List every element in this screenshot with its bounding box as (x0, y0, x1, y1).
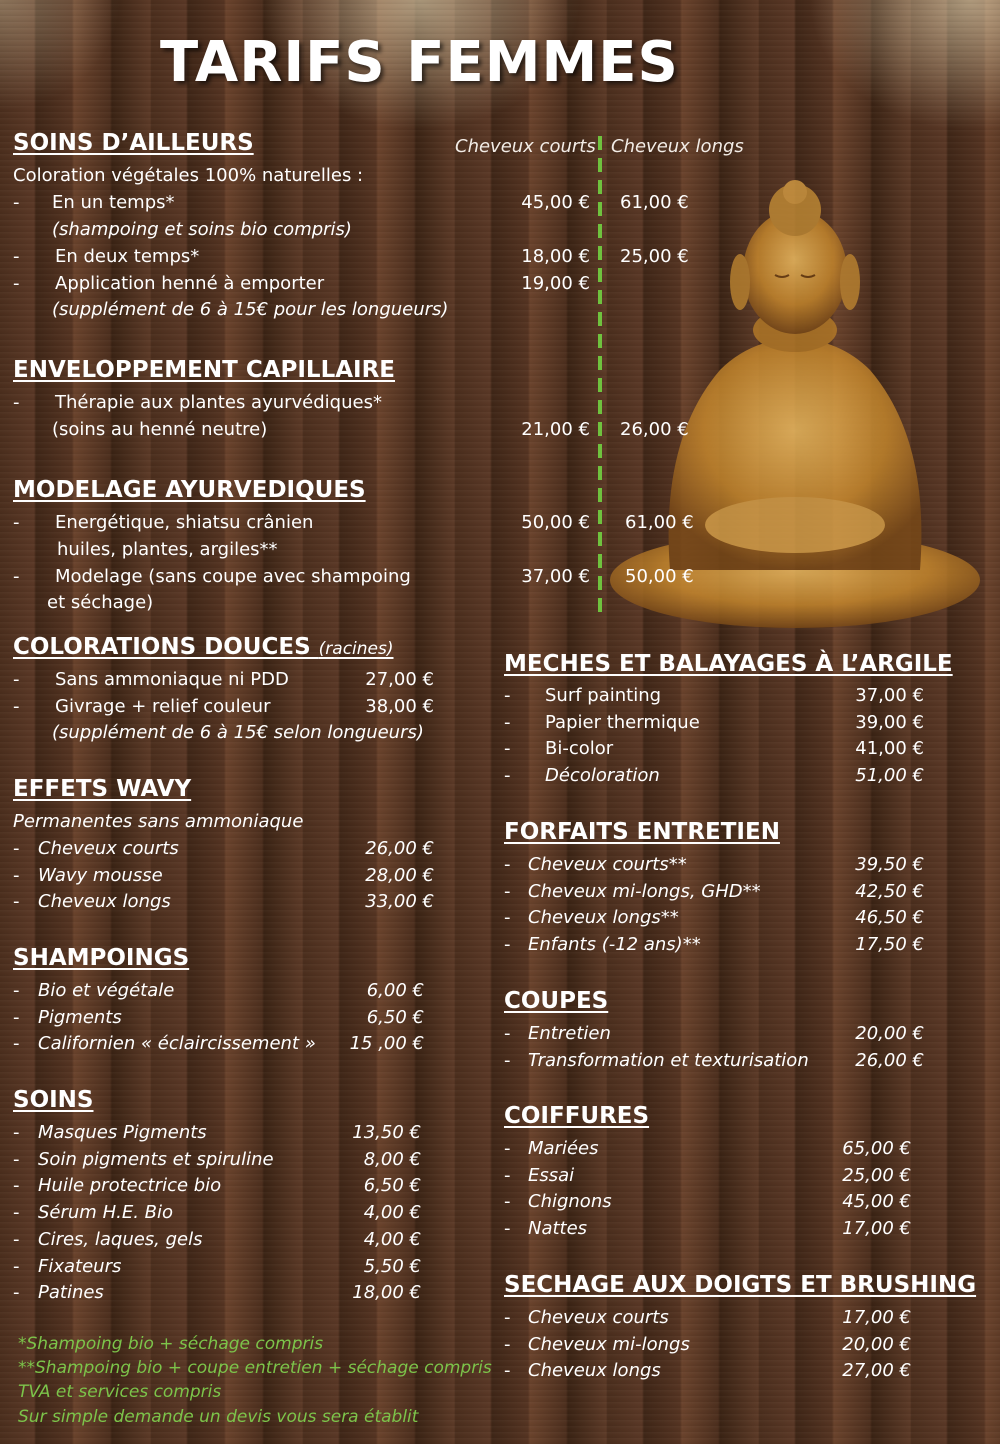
list-dash: - (13, 1229, 20, 1250)
list-dash: - (13, 696, 20, 717)
list-item-price: 15 ,00 € (349, 1033, 424, 1054)
list-dash: - (504, 1360, 511, 1381)
list-item-label: Pigments (38, 1007, 122, 1028)
list-item-label: Thérapie aux plantes ayurvédiques* (55, 392, 382, 413)
list-dash: - (13, 1033, 20, 1054)
list-item-label-cont: et séchage) (47, 592, 154, 613)
list-dash: - (504, 934, 511, 955)
footnote: **Shampoing bio + coupe entretien + séchage compris (18, 1358, 492, 1378)
section-title-sechage: SECHAGE AUX DOIGTS ET BRUSHING (504, 1272, 977, 1298)
list-dash: - (13, 1282, 20, 1303)
list-item-label: Décoloration (545, 765, 660, 786)
list-dash: - (504, 907, 511, 928)
section-intro: Permanentes sans ammoniaque (13, 811, 304, 832)
list-item-price: 38,00 € (365, 696, 434, 717)
list-item-price: 26,00 € (365, 838, 434, 859)
list-item-price: 26,00 € (855, 1050, 924, 1071)
list-dash: - (504, 1138, 511, 1159)
list-item-label: Transformation et texturisation (528, 1050, 809, 1071)
section-intro: Coloration végétales 100% naturelles : (13, 165, 364, 186)
list-item-label: Cheveux courts (38, 838, 179, 859)
price-longs: 50,00 € (625, 566, 694, 587)
list-item-price: 20,00 € (855, 1023, 924, 1044)
section-title-enveloppement: ENVELOPPEMENT CAPILLAIRE (13, 357, 396, 383)
column-header-longs: Cheveux longs (611, 136, 744, 157)
list-item-price: 5,50 € (363, 1256, 421, 1277)
list-item-price: 17,50 € (855, 934, 924, 955)
list-item-price: 6,00 € (366, 980, 424, 1001)
list-dash: - (504, 881, 511, 902)
list-dash: - (504, 1050, 511, 1071)
list-dash: - (504, 854, 511, 875)
list-item-price: 20,00 € (842, 1334, 911, 1355)
list-item-label: Bio et végétale (38, 980, 175, 1001)
section-title-shampoings: SHAMPOINGS (13, 945, 190, 971)
list-dash: - (13, 566, 20, 587)
list-dash: - (13, 273, 20, 294)
list-item-label: Huile protectrice bio (38, 1175, 222, 1196)
list-dash: - (13, 1256, 20, 1277)
price-courts: 21,00 € (521, 419, 590, 440)
list-item-label: Cheveux longs (38, 891, 171, 912)
list-item-price: 39,50 € (855, 854, 924, 875)
list-item-label: Cheveux longs (528, 1360, 661, 1381)
list-item-price: 4,00 € (363, 1202, 421, 1223)
price-courts: 50,00 € (521, 512, 590, 533)
list-item-note: (shampoing et soins bio compris) (52, 219, 352, 240)
price-courts: 18,00 € (521, 246, 590, 267)
column-divider (598, 136, 602, 620)
list-dash: - (504, 1191, 511, 1212)
list-item-label: En un temps* (52, 192, 175, 213)
list-item-price: 39,00 € (855, 712, 924, 733)
list-item-label-cont: (soins au henné neutre) (52, 419, 268, 440)
list-dash: - (504, 738, 511, 759)
list-item-price: 6,50 € (366, 1007, 424, 1028)
section-title-forfaits: FORFAITS ENTRETIEN (504, 819, 780, 845)
list-dash: - (504, 1218, 511, 1239)
price-courts: 45,00 € (521, 192, 590, 213)
list-item-price: 28,00 € (365, 865, 434, 886)
list-item-label: Wavy mousse (38, 865, 163, 886)
list-item-label: Nattes (528, 1218, 588, 1239)
section-title-soins: SOINS (13, 1087, 94, 1113)
section-title-wavy: EFFETS WAVY (13, 776, 192, 802)
list-item-price: 27,00 € (842, 1360, 911, 1381)
section-title-meches: MECHES ET BALAYAGES À L’ARGILE (504, 651, 953, 677)
list-dash: - (504, 1334, 511, 1355)
list-dash: - (13, 980, 20, 1001)
list-item-label-cont: huiles, plantes, argiles** (57, 539, 278, 560)
list-dash: - (13, 1202, 20, 1223)
list-item-label: Patines (38, 1282, 104, 1303)
list-dash: - (13, 1122, 20, 1143)
footnote: *Shampoing bio + séchage compris (18, 1334, 324, 1354)
page-title: TARIFS FEMMES (160, 30, 679, 95)
list-dash: - (13, 392, 20, 413)
list-item-price: 51,00 € (855, 765, 924, 786)
price-courts: 19,00 € (521, 273, 590, 294)
list-dash: - (13, 669, 20, 690)
section-title-coiffures: COIFFURES (504, 1103, 650, 1129)
list-item-price: 25,00 € (842, 1165, 911, 1186)
price-longs: 25,00 € (620, 246, 689, 267)
list-item-label: Sérum H.E. Bio (38, 1202, 173, 1223)
list-dash: - (13, 865, 20, 886)
footnote: TVA et services compris (18, 1382, 222, 1402)
list-dash: - (13, 1149, 20, 1170)
section-title-colorations: COLORATIONS DOUCES (racines) (13, 634, 394, 660)
list-dash: - (13, 1175, 20, 1196)
list-item-label: Cheveux courts (528, 1307, 669, 1328)
section-title-soins-ailleurs: SOINS D’AILLEURS (13, 130, 254, 156)
list-item-label: Cheveux mi-longs (528, 1334, 690, 1355)
list-item-price: 65,00 € (842, 1138, 911, 1159)
list-item-price: 8,00 € (363, 1149, 421, 1170)
list-item-price: 45,00 € (842, 1191, 911, 1212)
section-title-modelage: MODELAGE AYURVEDIQUES (13, 477, 366, 503)
list-item-label: Bi-color (545, 738, 614, 759)
list-item-label: Surf painting (545, 685, 662, 706)
section-note: (supplément de 6 à 15€ selon longueurs) (52, 722, 424, 743)
footnote: Sur simple demande un devis vous sera établit (18, 1407, 419, 1427)
list-item-label: Cheveux mi-longs, GHD** (528, 881, 761, 902)
list-item-label: Cheveux courts** (528, 854, 687, 875)
list-item-label: Enfants (-12 ans)** (528, 934, 701, 955)
list-dash: - (13, 1007, 20, 1028)
price-longs: 26,00 € (620, 419, 689, 440)
list-dash: - (13, 192, 20, 213)
list-item-price: 33,00 € (365, 891, 434, 912)
price-longs: 61,00 € (625, 512, 694, 533)
list-item-price: 41,00 € (855, 738, 924, 759)
list-item-price: 13,50 € (352, 1122, 421, 1143)
list-item-price: 4,00 € (363, 1229, 421, 1250)
list-item-label: Energétique, shiatsu crânien (55, 512, 314, 533)
list-item-label: Chignons (528, 1191, 612, 1212)
list-item-price: 27,00 € (365, 669, 434, 690)
list-dash: - (13, 512, 20, 533)
list-dash: - (504, 1023, 511, 1044)
list-dash: - (13, 891, 20, 912)
list-item-label: Mariées (528, 1138, 599, 1159)
list-dash: - (13, 838, 20, 859)
section-subtitle: (racines) (318, 639, 394, 659)
list-item-label: Essai (528, 1165, 575, 1186)
list-item-label: Sans ammoniaque ni PDD (55, 669, 289, 690)
section-title-coupes: COUPES (504, 988, 609, 1014)
list-item-price: 37,00 € (855, 685, 924, 706)
list-item-label: Fixateurs (38, 1256, 122, 1277)
list-item-label: Givrage + relief couleur (55, 696, 271, 717)
list-dash: - (504, 685, 511, 706)
list-item-price: 17,00 € (842, 1307, 911, 1328)
list-item-label: Cheveux longs** (528, 907, 679, 928)
list-item-label: Masques Pigments (38, 1122, 207, 1143)
list-item-price: 18,00 € (352, 1282, 421, 1303)
price-longs: 61,00 € (620, 192, 689, 213)
price-courts: 37,00 € (521, 566, 590, 587)
list-item-label: Application henné à emporter (55, 273, 325, 294)
list-item-price: 17,00 € (842, 1218, 911, 1239)
list-item-label: Cires, laques, gels (38, 1229, 203, 1250)
list-item-label: Papier thermique (545, 712, 700, 733)
list-item-label: Entretien (528, 1023, 611, 1044)
list-item-price: 46,50 € (855, 907, 924, 928)
list-item-label: En deux temps* (55, 246, 200, 267)
list-item-price: 6,50 € (363, 1175, 421, 1196)
list-dash: - (13, 246, 20, 267)
list-item-price: 42,50 € (855, 881, 924, 902)
list-item-label: Modelage (sans coupe avec shampoing (55, 566, 411, 587)
list-dash: - (504, 1165, 511, 1186)
list-dash: - (504, 712, 511, 733)
list-item-label: Californien « éclaircissement » (38, 1033, 316, 1054)
section-note: (supplément de 6 à 15€ pour les longueurs) (52, 299, 449, 320)
column-header-courts: Cheveux courts (455, 136, 596, 157)
list-item-label: Soin pigments et spiruline (38, 1149, 274, 1170)
list-dash: - (504, 765, 511, 786)
list-dash: - (504, 1307, 511, 1328)
